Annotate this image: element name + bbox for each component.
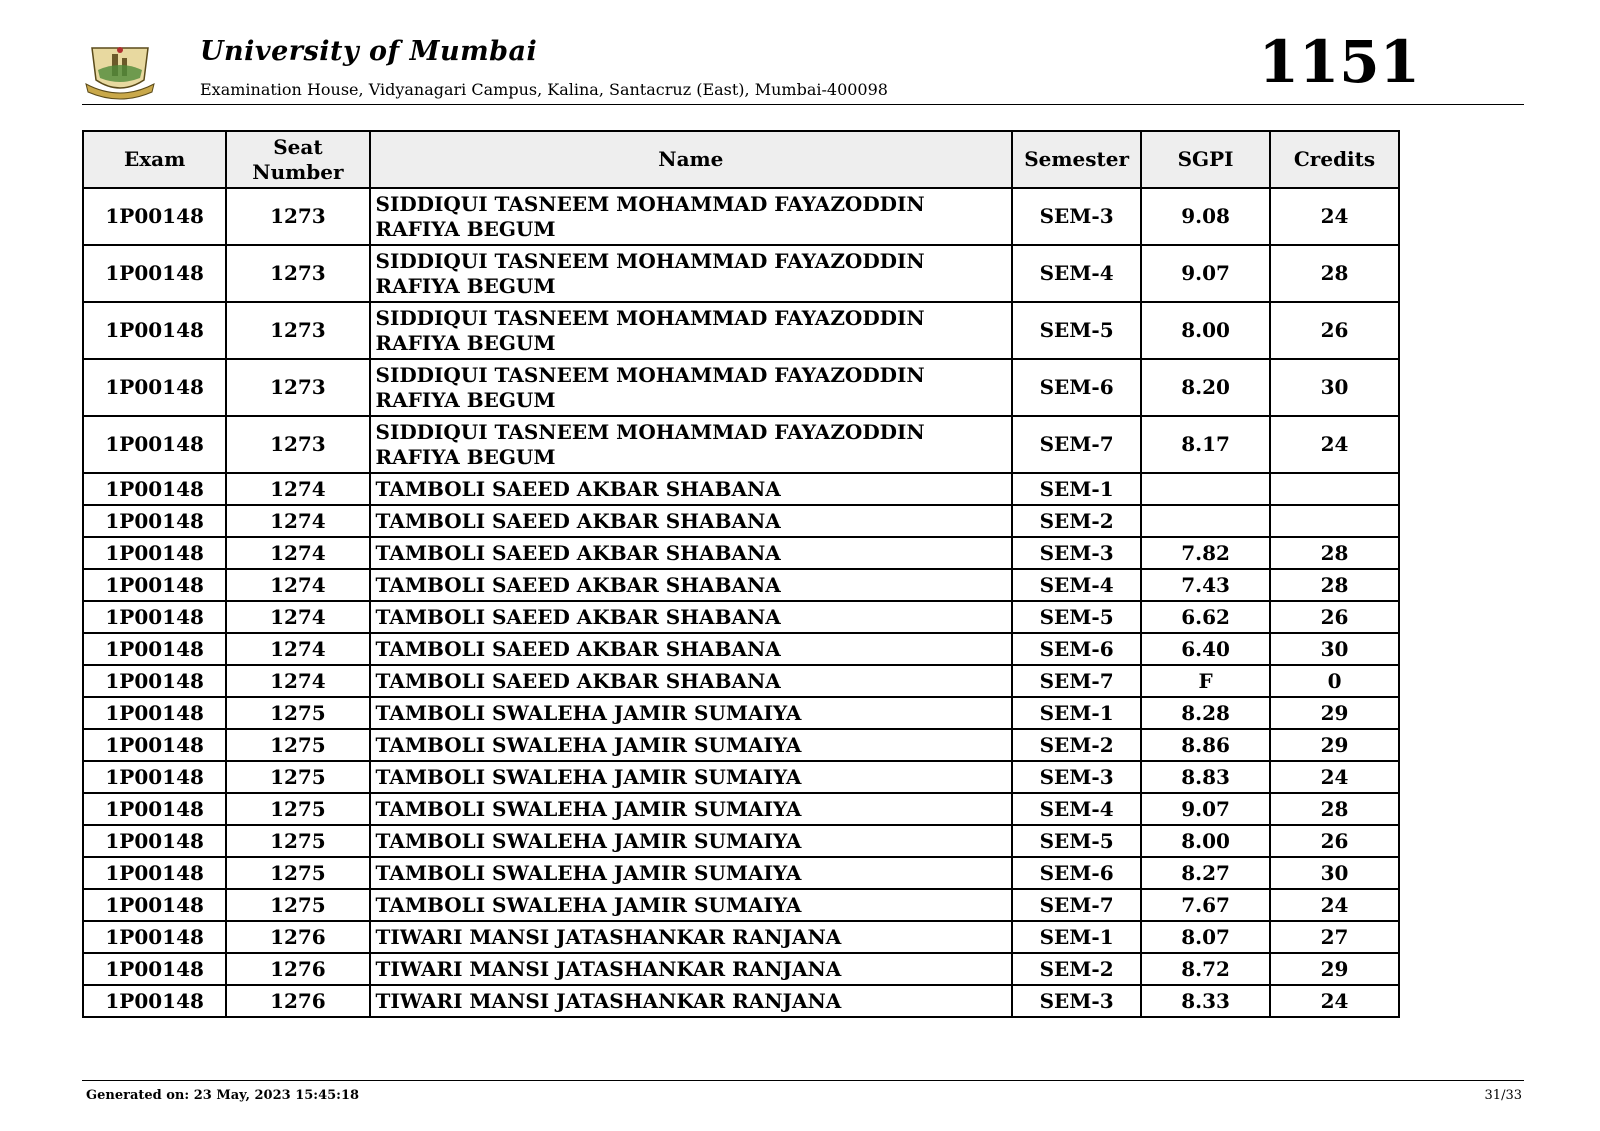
cell-sgpi: 9.08: [1141, 188, 1270, 245]
table-row: [83, 697, 1399, 729]
cell-seat: 1274: [226, 505, 369, 537]
cell-semester: SEM-6: [1012, 857, 1141, 889]
cell-credits: 24: [1270, 761, 1399, 793]
cell-name: TAMBOLI SAEED AKBAR SHABANA: [370, 601, 1013, 633]
cell-semester: SEM-3: [1012, 537, 1141, 569]
cell-credits: 0: [1270, 665, 1399, 697]
cell-credits: 27: [1270, 921, 1399, 953]
cell-exam: 1P00148: [83, 537, 226, 569]
cell-exam: 1P00148: [83, 359, 226, 416]
cell-semester: SEM-2: [1012, 953, 1141, 985]
cell-exam: 1P00148: [83, 953, 226, 985]
cell-sgpi: 8.17: [1141, 416, 1270, 473]
table-row: [83, 761, 1399, 793]
cell-credits: [1270, 505, 1399, 537]
cell-sgpi: 7.43: [1141, 569, 1270, 601]
table-row: [83, 416, 1399, 473]
cell-exam: 1P00148: [83, 416, 226, 473]
cell-credits: 24: [1270, 889, 1399, 921]
cell-credits: 26: [1270, 302, 1399, 359]
cell-seat: 1273: [226, 188, 369, 245]
cell-seat: 1276: [226, 985, 369, 1017]
cell-name: SIDDIQUI TASNEEM MOHAMMAD FAYAZODDIN RAFIYA BEGUM: [370, 245, 1013, 302]
table-row: [83, 921, 1399, 953]
cell-sgpi: 8.33: [1141, 985, 1270, 1017]
cell-seat: 1274: [226, 537, 369, 569]
cell-seat: 1275: [226, 729, 369, 761]
cell-seat: 1275: [226, 857, 369, 889]
table-row: [83, 359, 1399, 416]
cell-exam: 1P00148: [83, 825, 226, 857]
cell-semester: SEM-1: [1012, 473, 1141, 505]
university-name: University of Mumbai: [200, 36, 538, 67]
cell-semester: SEM-3: [1012, 761, 1141, 793]
cell-seat: 1274: [226, 665, 369, 697]
cell-seat: 1275: [226, 697, 369, 729]
cell-name: TIWARI MANSI JATASHANKAR RANJANA: [370, 953, 1013, 985]
table-row: [83, 825, 1399, 857]
cell-semester: SEM-7: [1012, 416, 1141, 473]
cell-name: TIWARI MANSI JATASHANKAR RANJANA: [370, 921, 1013, 953]
cell-semester: SEM-4: [1012, 793, 1141, 825]
table-row: [83, 953, 1399, 985]
cell-exam: 1P00148: [83, 473, 226, 505]
page-code: 1151: [1258, 28, 1420, 96]
cell-credits: 28: [1270, 793, 1399, 825]
cell-sgpi: 6.62: [1141, 601, 1270, 633]
cell-semester: SEM-1: [1012, 697, 1141, 729]
cell-seat: 1274: [226, 569, 369, 601]
generated-timestamp: Generated on: 23 May, 2023 15:45:18: [86, 1088, 360, 1103]
cell-semester: SEM-4: [1012, 245, 1141, 302]
cell-sgpi: 8.00: [1141, 825, 1270, 857]
cell-name: TAMBOLI SWALEHA JAMIR SUMAIYA: [370, 697, 1013, 729]
col-header-exam: Exam: [83, 131, 226, 188]
cell-semester: SEM-7: [1012, 889, 1141, 921]
cell-name: TAMBOLI SWALEHA JAMIR SUMAIYA: [370, 793, 1013, 825]
col-header-seat-number-text: Seat Number: [252, 134, 344, 184]
cell-seat: 1273: [226, 359, 369, 416]
table-row: [83, 537, 1399, 569]
cell-sgpi: F: [1141, 665, 1270, 697]
cell-credits: 28: [1270, 569, 1399, 601]
cell-semester: SEM-3: [1012, 985, 1141, 1017]
cell-name: SIDDIQUI TASNEEM MOHAMMAD FAYAZODDIN RAFIYA BEGUM: [370, 302, 1013, 359]
cell-semester: SEM-7: [1012, 665, 1141, 697]
table-row: [83, 601, 1399, 633]
cell-name: TAMBOLI SAEED AKBAR SHABANA: [370, 505, 1013, 537]
cell-sgpi: 8.00: [1141, 302, 1270, 359]
cell-seat: 1274: [226, 473, 369, 505]
table-row: [83, 245, 1399, 302]
cell-exam: 1P00148: [83, 665, 226, 697]
col-header-name: Name: [370, 131, 1013, 188]
cell-exam: 1P00148: [83, 761, 226, 793]
university-logo: [82, 40, 158, 100]
cell-credits: 24: [1270, 416, 1399, 473]
cell-exam: 1P00148: [83, 793, 226, 825]
cell-name: TAMBOLI SWALEHA JAMIR SUMAIYA: [370, 761, 1013, 793]
cell-seat: 1274: [226, 601, 369, 633]
cell-semester: SEM-6: [1012, 359, 1141, 416]
cell-exam: 1P00148: [83, 921, 226, 953]
cell-semester: SEM-1: [1012, 921, 1141, 953]
cell-sgpi: 8.27: [1141, 857, 1270, 889]
cell-credits: 30: [1270, 857, 1399, 889]
cell-sgpi: 9.07: [1141, 793, 1270, 825]
cell-name: SIDDIQUI TASNEEM MOHAMMAD FAYAZODDIN RAFIYA BEGUM: [370, 188, 1013, 245]
cell-credits: 24: [1270, 188, 1399, 245]
cell-credits: 30: [1270, 633, 1399, 665]
page-number: 31/33: [1484, 1088, 1522, 1103]
cell-name: TAMBOLI SWALEHA JAMIR SUMAIYA: [370, 857, 1013, 889]
cell-credits: 28: [1270, 245, 1399, 302]
cell-name: TAMBOLI SWALEHA JAMIR SUMAIYA: [370, 825, 1013, 857]
results-table: [82, 130, 1400, 1018]
table-row: [83, 569, 1399, 601]
university-address: Examination House, Vidyanagari Campus, Kalina, Santacruz (East), Mumbai-400098: [200, 80, 888, 99]
cell-name: TIWARI MANSI JATASHANKAR RANJANA: [370, 985, 1013, 1017]
cell-seat: 1275: [226, 889, 369, 921]
cell-name: TAMBOLI SAEED AKBAR SHABANA: [370, 537, 1013, 569]
cell-seat: 1275: [226, 825, 369, 857]
cell-name: TAMBOLI SAEED AKBAR SHABANA: [370, 633, 1013, 665]
cell-semester: SEM-4: [1012, 569, 1141, 601]
table-row: [83, 505, 1399, 537]
cell-sgpi: [1141, 505, 1270, 537]
cell-credits: 28: [1270, 537, 1399, 569]
cell-seat: 1275: [226, 793, 369, 825]
col-header-semester: Semester: [1012, 131, 1141, 188]
cell-sgpi: 7.67: [1141, 889, 1270, 921]
cell-sgpi: 6.40: [1141, 633, 1270, 665]
cell-sgpi: 7.82: [1141, 537, 1270, 569]
cell-semester: SEM-2: [1012, 505, 1141, 537]
cell-sgpi: 9.07: [1141, 245, 1270, 302]
cell-name: SIDDIQUI TASNEEM MOHAMMAD FAYAZODDIN RAFIYA BEGUM: [370, 359, 1013, 416]
cell-credits: 26: [1270, 601, 1399, 633]
cell-sgpi: 8.86: [1141, 729, 1270, 761]
cell-sgpi: [1141, 473, 1270, 505]
cell-semester: SEM-3: [1012, 188, 1141, 245]
cell-semester: SEM-2: [1012, 729, 1141, 761]
table-row: [83, 857, 1399, 889]
cell-exam: 1P00148: [83, 188, 226, 245]
table-row: [83, 985, 1399, 1017]
cell-exam: 1P00148: [83, 729, 226, 761]
table-row: [83, 188, 1399, 245]
cell-credits: 29: [1270, 729, 1399, 761]
cell-credits: 29: [1270, 953, 1399, 985]
cell-seat: 1274: [226, 633, 369, 665]
table-row: [83, 473, 1399, 505]
cell-semester: SEM-5: [1012, 825, 1141, 857]
cell-exam: 1P00148: [83, 857, 226, 889]
cell-name: TAMBOLI SAEED AKBAR SHABANA: [370, 665, 1013, 697]
cell-credits: 29: [1270, 697, 1399, 729]
header-divider: [82, 104, 1524, 105]
cell-exam: 1P00148: [83, 601, 226, 633]
table-row: [83, 633, 1399, 665]
cell-seat: 1276: [226, 953, 369, 985]
cell-exam: 1P00148: [83, 302, 226, 359]
table-row: [83, 793, 1399, 825]
cell-credits: [1270, 473, 1399, 505]
cell-name: SIDDIQUI TASNEEM MOHAMMAD FAYAZODDIN RAFIYA BEGUM: [370, 416, 1013, 473]
cell-name: TAMBOLI SAEED AKBAR SHABANA: [370, 473, 1013, 505]
cell-credits: 30: [1270, 359, 1399, 416]
cell-seat: 1275: [226, 761, 369, 793]
cell-exam: 1P00148: [83, 697, 226, 729]
cell-sgpi: 8.20: [1141, 359, 1270, 416]
cell-semester: SEM-5: [1012, 601, 1141, 633]
cell-exam: 1P00148: [83, 633, 226, 665]
cell-exam: 1P00148: [83, 889, 226, 921]
cell-semester: SEM-6: [1012, 633, 1141, 665]
cell-sgpi: 8.72: [1141, 953, 1270, 985]
cell-semester: SEM-5: [1012, 302, 1141, 359]
cell-seat: 1276: [226, 921, 369, 953]
table-header-row: [83, 131, 1399, 188]
cell-exam: 1P00148: [83, 985, 226, 1017]
col-header-credits: Credits: [1270, 131, 1399, 188]
cell-exam: 1P00148: [83, 505, 226, 537]
cell-seat: 1273: [226, 416, 369, 473]
cell-credits: 24: [1270, 985, 1399, 1017]
cell-sgpi: 8.28: [1141, 697, 1270, 729]
cell-name: TAMBOLI SAEED AKBAR SHABANA: [370, 569, 1013, 601]
table-row: [83, 665, 1399, 697]
cell-exam: 1P00148: [83, 245, 226, 302]
cell-credits: 26: [1270, 825, 1399, 857]
cell-name: TAMBOLI SWALEHA JAMIR SUMAIYA: [370, 889, 1013, 921]
table-row: [83, 889, 1399, 921]
footer-divider: [82, 1080, 1524, 1081]
table-body: [83, 188, 1399, 1017]
col-header-seat-number: [226, 131, 369, 188]
cell-name: TAMBOLI SWALEHA JAMIR SUMAIYA: [370, 729, 1013, 761]
cell-sgpi: 8.07: [1141, 921, 1270, 953]
cell-exam: 1P00148: [83, 569, 226, 601]
cell-sgpi: 8.83: [1141, 761, 1270, 793]
table-row: [83, 302, 1399, 359]
cell-seat: 1273: [226, 302, 369, 359]
col-header-sgpi: SGPI: [1141, 131, 1270, 188]
cell-seat: 1273: [226, 245, 369, 302]
table-row: [83, 729, 1399, 761]
